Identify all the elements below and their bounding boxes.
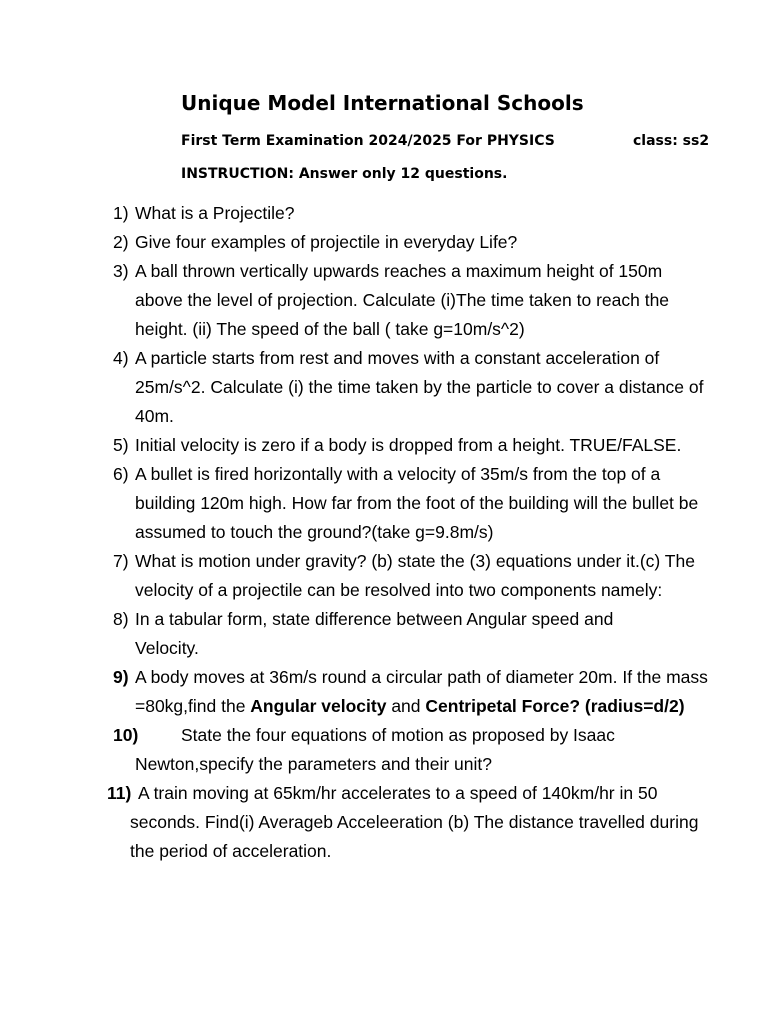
question-bold-term: Centripetal Force? (radius=d/2) [425,696,685,716]
exam-title-line [181,133,721,149]
school-name: Unique Model International Schools [181,91,584,115]
question-3 [0,257,707,344]
question-5 [0,431,725,460]
question-text: A ball thrown vertically upwards reaches a maximum height of 150m above the level of projection. Calculate (i)The time taken to reach the height. (ii) The speed of the ball ( take g=10m/s^2) [135,261,670,339]
question-2 [0,228,725,257]
question-number: 9) [113,667,129,687]
question-text: In a tabular form, state difference between Angular speed and Velocity. [135,609,614,658]
question-6 [0,460,710,547]
instruction: INSTRUCTION: Answer only 12 questions. [181,166,508,182]
question-number: 8) [113,609,129,629]
class-label: class: ss2 [633,133,710,149]
question-number: 11) [107,783,132,803]
question-8 [0,605,655,663]
question-number: 10) [113,725,139,745]
question-number: 7) [113,551,129,571]
question-text: Initial velocity is zero if a body is dropped from a height. TRUE/FALSE. [135,435,682,455]
question-text [135,663,710,721]
question-text: A particle starts from rest and moves with a constant acceleration of 25m/s^2. Calculate (i) the time taken by the particle to cover a distance of 40m. [135,348,704,426]
question-number: 2) [113,232,129,252]
question-number: 3) [113,261,129,281]
question-text: What is a Projectile? [135,203,295,223]
question-number: 1) [113,203,129,223]
question-10 [0,721,635,779]
question-text: Give four examples of projectile in everyday Life? [135,232,518,252]
question-9 [0,663,710,721]
question-text: State the four equations of motion as proposed by Isaac Newton,specify the parameters and their unit? [135,725,615,774]
exam-title: First Term Examination 2024/2025 For PHYSICS [181,133,555,149]
question-number: 4) [113,348,129,368]
question-text: A bullet is fired horizontally with a velocity of 35m/s from the top of a building 120m high. How far from the foot of the building will the bullet be assumed to touch the ground?(take g=9.8m/s) [135,464,699,542]
question-text-part: and [386,696,426,716]
question-bold-term: Angular velocity [250,696,387,716]
question-4 [0,344,725,431]
question-7 [0,547,700,605]
question-text: A train moving at 65km/hr accelerates to a speed of 140km/hr in 50 seconds. Find(i) Averageb Acceleeration (b) The distance travelled during the period of acceleration. [130,783,699,861]
question-number: 6) [113,464,129,484]
question-1 [0,199,725,228]
question-11 [0,779,705,866]
question-text: What is motion under gravity? (b) state the (3) equations under it.(c) The velocity of a projectile can be resolved into two components namely: [135,551,695,600]
question-text-part: A body moves at 36m/s round a circular path of diameter 20m. If the mass =80kg,find the [135,667,708,716]
question-number: 5) [113,435,129,455]
question-list [0,199,768,866]
